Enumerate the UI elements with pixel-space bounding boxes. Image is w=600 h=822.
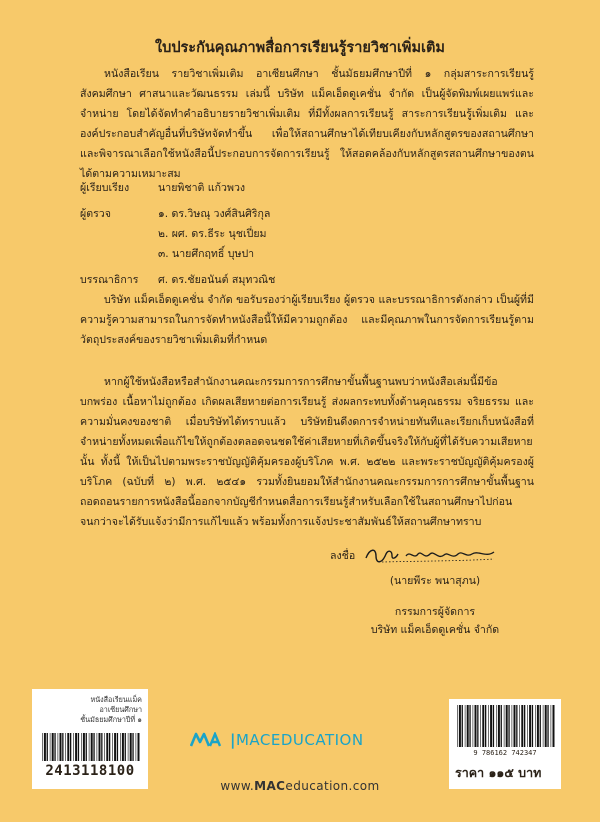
barcode-bar [547,705,548,747]
barcode-bar [109,733,110,761]
barcode-bar [112,733,113,761]
logo-wordmark [230,731,364,749]
barcode-bar [462,705,463,747]
barcode-bar [120,733,121,761]
barcode-bar [480,705,481,747]
barcode-bar [469,705,470,747]
barcode-bar [47,733,48,761]
barcode-bar [521,705,523,747]
barcode-bar [60,733,62,761]
barcode-bar [114,733,116,761]
barcode-bar [477,705,478,747]
barcode-bar [467,705,469,747]
signature-block [330,544,530,639]
barcode-bar [67,733,69,761]
barcode-bar [512,705,513,747]
barcode-bar [504,705,505,747]
label-line: หนังสือเรียนแม็ค [90,695,142,704]
barcode-bar [65,733,66,761]
barcode-bar [54,733,55,761]
barcode-bar [488,705,489,747]
author-role: ผู้เรียบเรียง [80,182,130,194]
barcode-bar [50,733,51,761]
distribution-label [32,689,148,789]
mac-logo-icon [190,732,224,748]
position-title: กรรมการผู้จัดการ [394,606,476,618]
barcode-number: 2413118100 [45,763,135,779]
signer-position [330,603,530,639]
barcode-bar [73,733,74,761]
barcode-bar [459,705,461,747]
barcode-bar [532,705,533,747]
barcode-bar [138,733,140,761]
label-line: อาเซียนศึกษา [99,705,142,714]
barcode-bar [545,705,547,747]
label-text [32,689,148,725]
signature-label: ลงชื่อ [330,549,356,562]
barcode-bar [132,733,133,761]
barcode-bar [86,733,87,761]
editor-row [80,270,540,290]
isbn-number: 9 786162 742347 [473,749,537,757]
price-label: ราคา ๑๑๕ บาท [455,765,542,780]
reviewer-name: ๑. ดร.วิษณุ วงศ์สินศิริกุล [158,208,271,220]
barcode-bar [493,705,494,747]
barcode-bar [553,705,555,747]
label-line: ชั้นมัธยมศึกษาปีที่ ๑ [80,715,142,724]
liability-paragraph: หากผู้ใช้หนังสือหรือสำนักงานคณะกรรมการการศึกษาขั้นพื้นฐานพบว่าหนังสือเล่มนี้มีข้อบกพร่อง เนื้อหาไม่ถูกต้อง เกิดผลเสียหายต่อการเรียนรู้ ส่งผลกระทบทั้งด้านคุณธรรม จริยธรรม และความมั่นคงของชาติ เมื่อบริษัทได้ทราบแล้ว บริษัทยินดีงดการจำหน่ายทันทีและเรียกเก็บหนังสือที่จำหน่ายทั้งหมดเพื่อแก้ไขให้ถูกต้องตลอดจนชดใช้ค่าเสียหายที่เกิดขึ้นจริงให้กับผู้ที่ได้รับความเสียหายนั้น ทั้งนี้ ให้เป็นไปตามพระราชบัญญัติคุ้มครองผู้บริโภค พ.ศ. ๒๕๒๒ และพระราชบัญญัติคุ้มครองผู้บริโภค (ฉบับที่ ๒) พ.ศ. ๒๕๔๑ รวมทั้งยินยอมให้สำนักงานคณะกรรมการการศึกษาขั้นพื้นฐานถอดถอนรายการหนังสือนี้ออกจากบัญชีกำหนดสื่อการเรียนรู้สำหรับเลือกใช้ในสถานศึกษาไปก่อนจนกว่าจะได้รับแจ้งว่ามีการแก้ไขแล้ว พร้อมทั้งการแจ้งประชาสัมพันธ์ให้สถานศึกษาทราบ [80,376,534,528]
signer-name: (นายพีระ พนาสุภน) [389,575,481,587]
barcode-bar [482,705,484,747]
barcode-bar [529,705,531,747]
barcode-bar [128,733,129,761]
barcode-bar [514,705,516,747]
barcode-bar [91,733,93,761]
logo-separator: | [230,731,236,749]
barcode-bar [473,705,474,747]
barcode-bar [122,733,124,761]
barcode-bar [457,705,458,747]
barcode-bar [106,733,108,761]
reviewer-name: ๓. นายศึกฤทธิ์ บุษปา [158,248,255,260]
barcode-bar [498,705,500,747]
barcode-bar [93,733,94,761]
barcode-bar [101,733,102,761]
page-title: ใบประกันคุณภาพสื่อการเรียนรู้รายวิชาเพิ่มเติม [155,39,445,56]
handwritten-signature [362,544,502,566]
barcode-bar [62,733,63,761]
barcode-bar [42,733,43,761]
isbn-barcode [455,705,555,747]
barcode-bar [58,733,59,761]
barcode-bar [543,705,544,747]
reviewer-role: ผู้ตรวจ [80,208,111,220]
barcode [40,733,140,761]
barcode-bar [551,705,552,747]
barcode-bar [527,705,528,747]
barcode-bar [52,733,54,761]
barcode-bar [524,705,525,747]
barcode-bar [99,733,101,761]
barcode-bar [104,733,105,761]
signature-line [330,544,530,566]
intro-paragraph: หนังสือเรียน รายวิชาเพิ่มเติม อาเซียนศึกษา ชั้นมัธยมศึกษาปีที่ ๑ กลุ่มสาระการเรียนรู้สังคมศึกษา ศาสนาและวัฒนธรรม เล่มนี้ บริษัท แม็คเอ็ดดูเคชั่น จำกัด เป็นผู้จัดพิมพ์เผยแพร่และจำหน่าย โดยได้จัดทำคำอธิบายรายวิชาเพิ่มเติม ที่มีทั้งผลการเรียนรู้ สาระการเรียนรู้เพิ่มเติม และองค์ประกอบสำคัญอื่นที่บริษัทจัดทำขึ้น เพื่อให้สถานศึกษาได้เทียบเคียงกับหลักสูตรของสถานศึกษาและพิจารณาเลือกใช้หนังสือนี้ประกอบการจัดการเรียนรู้ ให้สอดคล้องกับหลักสูตรสถานศึกษาของตนได้ตามความเหมาะสม [80,68,534,180]
barcode-bar [130,733,132,761]
barcode-bar [89,733,90,761]
url-prefix: www. [220,779,255,793]
barcode-bar [136,733,137,761]
barcode-bar [496,705,497,747]
reviewers-row [80,204,540,264]
editor-role: บรรณาธิการ [80,274,139,286]
barcode-bar [501,705,502,747]
barcode-bar [83,733,85,761]
barcode-bar [117,733,118,761]
isbn-label [449,699,561,789]
author-name: นายพิชาติ แก้วพวง [158,182,246,194]
barcode-bar [516,705,517,747]
certification-paragraph: บริษัท แม็คเอ็ดดูเคชั่น จำกัด ขอรับรองว่าผู้เรียบเรียง ผู้ตรวจ และบรรณาธิการดังกล่าว เป็นผู้ที่มีความรู้ความสามารถในการจัดทำหนังสือนี้ให้มีความถูกต้อง และมีคุณภาพในการจัดการเรียนรู้ตามวัตถุประสงค์ของรายวิชาเพิ่มเติมที่กำหนด [80,294,534,346]
barcode-bar [537,705,539,747]
barcode-bar [81,733,82,761]
author-row [80,178,540,198]
credits-block [80,178,540,290]
publisher-logo [190,731,364,749]
barcode-bar [508,705,509,747]
barcode-bar [490,705,492,747]
barcode-bar [535,705,536,747]
barcode-bar [475,705,477,747]
barcode-bar [465,705,466,747]
barcode-bar [485,705,486,747]
barcode-bar [75,733,77,761]
barcode-bar [78,733,79,761]
barcode-bar [506,705,508,747]
reviewer-list [158,204,270,264]
company-name: บริษัท แม็คเอ็ดดูเคชั่น จำกัด [370,624,500,636]
barcode-bar [540,705,541,747]
barcode-bar [44,733,46,761]
barcode-bar [519,705,520,747]
url-brand: MAC [254,779,286,793]
url-suffix: education.com [285,779,380,793]
barcode-bar [97,733,98,761]
reviewer-name: ๒. ผศ. ดร.ธีระ นุชเปี่ยม [158,228,267,240]
barcode-bar [125,733,126,761]
editor-name: ศ. ดร.ชัยอนันต์ สมุทวณิช [158,274,276,286]
barcode-bar [70,733,71,761]
logo-brand-text: MACEDUCATION [235,731,364,749]
